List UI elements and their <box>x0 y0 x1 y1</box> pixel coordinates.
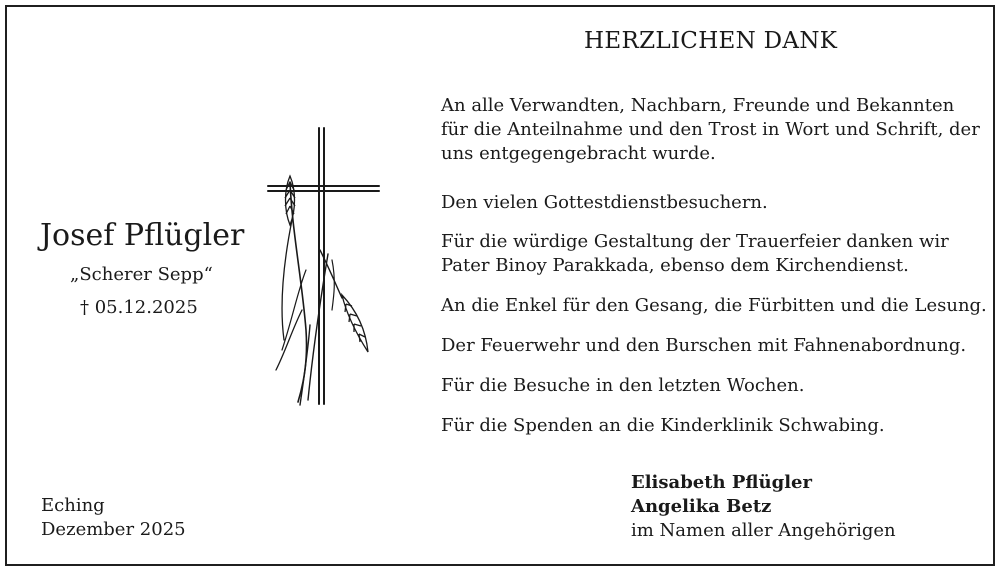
thanks-line-8: Der Feuerwehr und den Burschen mit Fahnenabordnung. <box>441 335 967 356</box>
signatory-1: Elisabeth Pflügler <box>631 472 812 493</box>
thanks-line-7: An die Enkel für den Gesang, die Fürbitten und die Lesung. <box>441 295 987 316</box>
deceased-name: Josef Pflügler <box>40 218 245 253</box>
heading: HERZLICHEN DANK <box>584 28 838 54</box>
deceased-nickname: „Scherer Sepp“ <box>70 264 213 285</box>
thanks-line-3: uns entgegengebracht wurde. <box>441 143 716 164</box>
thanks-line-2: für die Anteilnahme und den Trost in Wort und Schrift, der <box>441 119 980 140</box>
thanks-line-10: Für die Spenden an die Kinderklinik Schwabing. <box>441 415 885 436</box>
thanks-line-5: Für die würdige Gestaltung der Trauerfeier danken wir <box>441 231 949 252</box>
date: Dezember 2025 <box>41 519 186 540</box>
thanks-line-9: Für die Besuche in den letzten Wochen. <box>441 375 805 396</box>
death-date: † 05.12.2025 <box>80 297 198 318</box>
signatory-2: Angelika Betz <box>631 496 772 517</box>
thanks-line-4: Den vielen Gottestdienstbesuchern. <box>441 192 768 213</box>
place: Eching <box>41 495 105 516</box>
cross-with-wheat-icon <box>262 120 382 410</box>
thanks-line-1: An alle Verwandten, Nachbarn, Freunde und Bekannten <box>441 95 955 116</box>
obituary-card <box>5 5 995 566</box>
thanks-line-6: Pater Binoy Parakkada, ebenso dem Kirchendienst. <box>441 255 909 276</box>
signatories-note: im Namen aller Angehörigen <box>631 520 896 541</box>
